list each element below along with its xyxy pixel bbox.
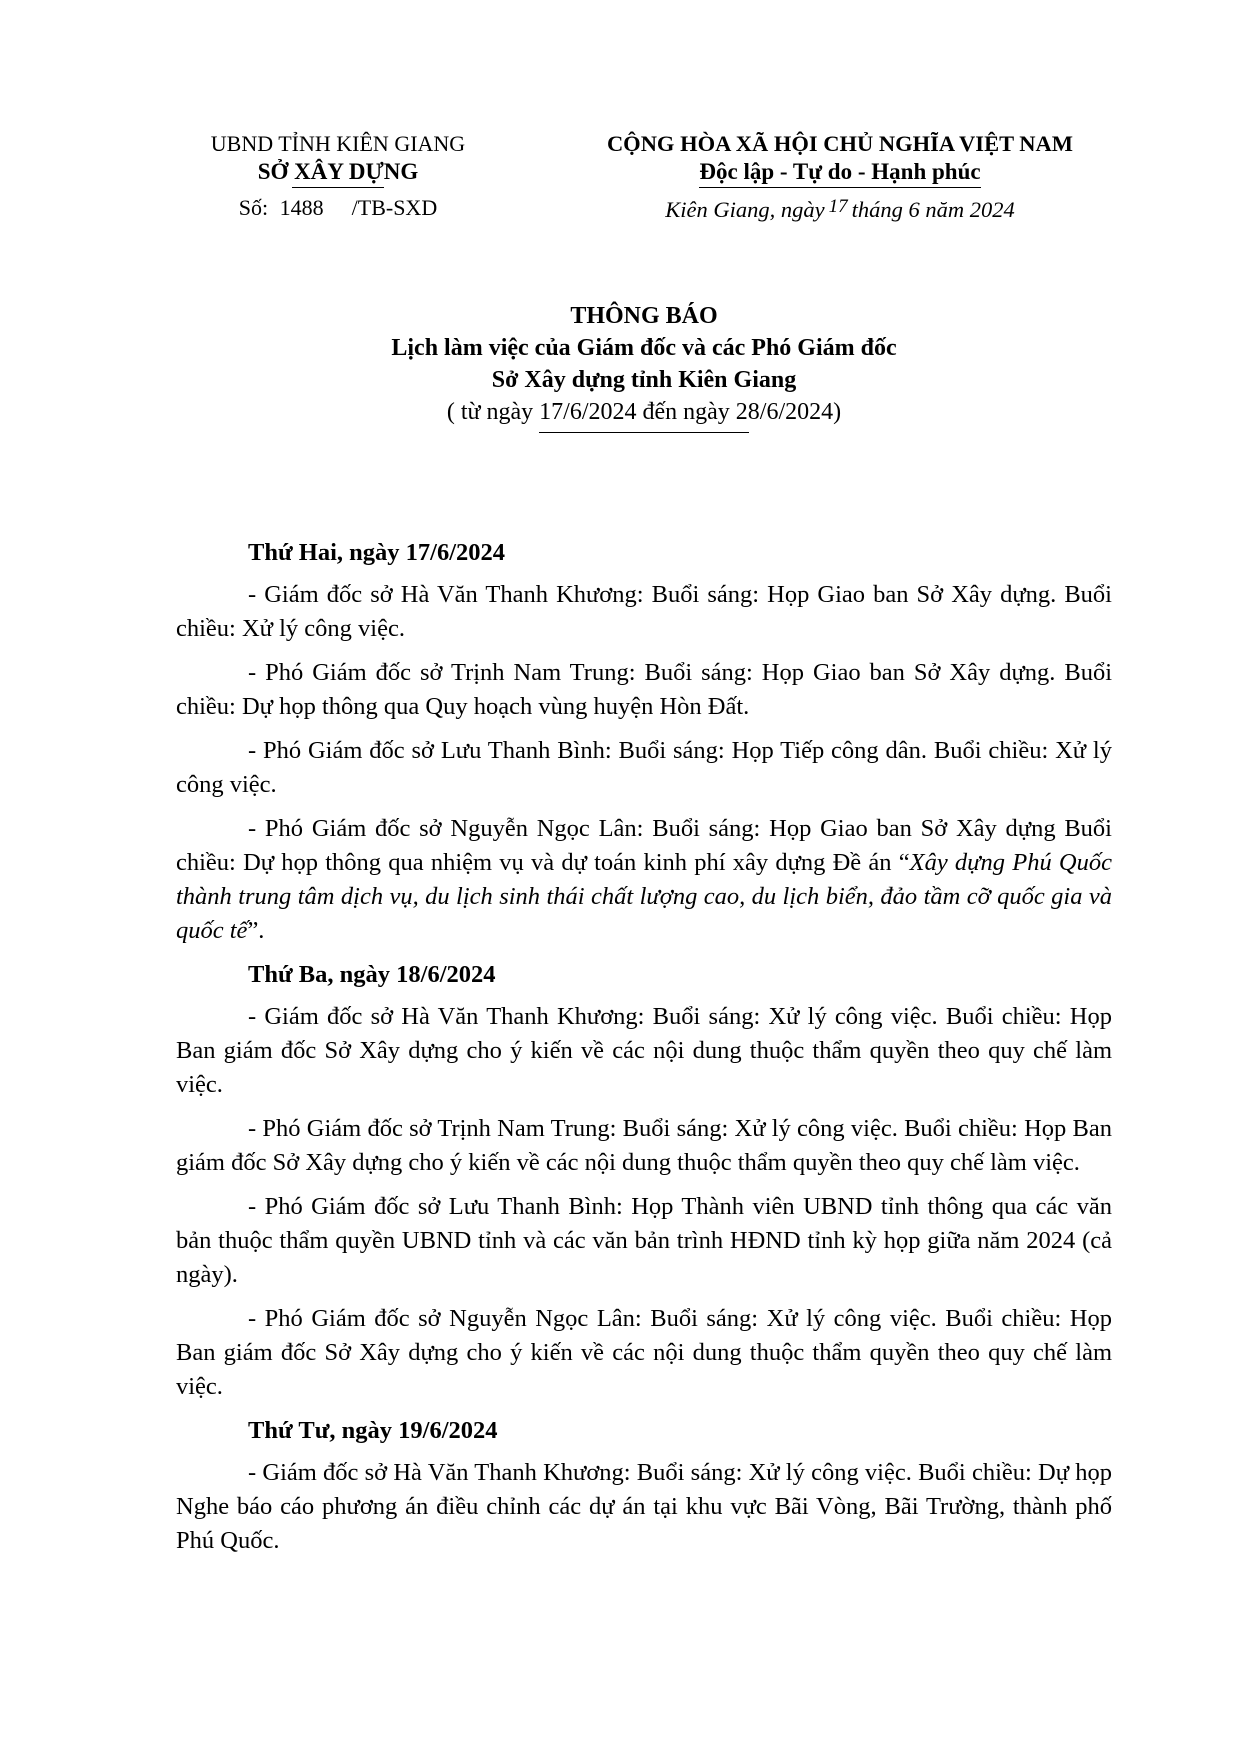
project-name-quote: Xây dựng Phú Quốc thành trung tâm dịch vụ, du lịch sinh thái chất lượng cao, du lịch biển, đảo tầm cỡ quốc gia và quốc tế [176,849,1112,944]
department-name: SỞ XÂY DỰNG [257,159,419,184]
document-number [176,194,500,222]
document-number-suffix: /TB-SXD [351,195,438,220]
day-heading: Thứ Tư, ngày 19/6/2024 [248,1417,498,1444]
schedule-entry: - Phó Giám đốc sở Trịnh Nam Trung: Buổi sáng: Họp Giao ban Sở Xây dựng. Buổi chiều: Dự họp thông qua Quy hoạch vùng huyện Hòn Đất. [176,659,1112,720]
schedule-entry: - Phó Giám đốc sở Lưu Thanh Bình: Họp Thành viên UBND tỉnh thông qua các văn bản thuộc thẩm quyền UBND tỉnh và các văn bản trình HĐND tỉnh kỳ họp giữa năm 2024 (cả ngày). [176,1193,1112,1288]
schedule-entry: - Phó Giám đốc sở Nguyễn Ngọc Lân: Buổi sáng: Xử lý công việc. Buổi chiều: Họp Ban giám đốc Sở Xây dựng cho ý kiến về các nội dung thuộc thẩm quyền theo quy chế làm việc. [176,1305,1112,1400]
place-date-prefix: Kiên Giang, ngày [665,197,825,222]
day-heading: Thứ Hai, ngày 17/6/2024 [248,539,506,566]
title-underline [539,432,749,433]
national-motto [560,158,1120,188]
document-subject-line-2: Sở Xây dựng tỉnh Kiên Giang [491,367,797,393]
document-subject-line-1: Lịch làm việc của Giám đốc và các Phó Giám đốc [391,335,897,361]
place-and-date [560,196,1120,223]
schedule-entry-tail: ”. [247,917,265,944]
schedule-entry: - Giám đốc sở Hà Văn Thanh Khương: Buổi sáng: Xử lý công việc. Buổi chiều: Dự họp Nghe báo cáo phương án điều chỉnh các dự án tại khu vực Bãi Vòng, Bãi Trường, thành phố Phú Quốc. [176,1459,1112,1554]
provincial-committee-name: UBND TỈNH KIÊN GIANG [210,131,466,156]
document-type: THÔNG BÁO [570,303,718,329]
document-title-block [176,300,1112,433]
national-motto-text: Độc lập - Tự do - Hạnh phúc [699,158,980,188]
schedule-entry [176,812,1112,948]
document-number-label: Số: [238,195,269,220]
schedule-entry-text: - Phó Giám đốc sở Nguyễn Ngọc Lân: Buổi sáng: Họp Giao ban Sở Xây dựng Buổi chiều: Dự họp thông qua nhiệm vụ và dự toán kinh phí xây dựng Đề án “ [176,815,1112,876]
document-number-value: 1488 [279,195,324,220]
department-underline [292,187,384,188]
national-header-block [560,130,1120,223]
day-heading: Thứ Ba, ngày 18/6/2024 [248,961,496,988]
schedule-entry: - Giám đốc sở Hà Văn Thanh Khương: Buổi sáng: Họp Giao ban Sở Xây dựng. Buổi chiều: Xử lý công việc. [176,581,1112,642]
place-date-day: 17 [828,196,848,217]
place-date-suffix: tháng 6 năm 2024 [851,197,1015,222]
schedule-entry: - Giám đốc sở Hà Văn Thanh Khương: Buổi sáng: Xử lý công việc. Buổi chiều: Họp Ban giám đốc Sở Xây dựng cho ý kiến về các nội dung thuộc thẩm quyền theo quy chế làm việc. [176,1003,1112,1098]
national-title: CỘNG HÒA XÃ HỘI CHỦ NGHĨA VIỆT NAM [606,131,1074,156]
document-period: ( từ ngày 17/6/2024 đến ngày 28/6/2024) [446,399,842,425]
schedule-body [176,536,1112,1568]
schedule-entry: - Phó Giám đốc sở Lưu Thanh Bình: Buổi sáng: Họp Tiếp công dân. Buổi chiều: Xử lý công việc. [176,737,1112,798]
issuing-authority-block [176,130,500,222]
schedule-entry: - Phó Giám đốc sở Trịnh Nam Trung: Buổi sáng: Xử lý công việc. Buổi chiều: Họp Ban giám đốc Sở Xây dựng cho ý kiến về các nội dung thuộc thẩm quyền theo quy chế làm việc. [176,1115,1112,1176]
